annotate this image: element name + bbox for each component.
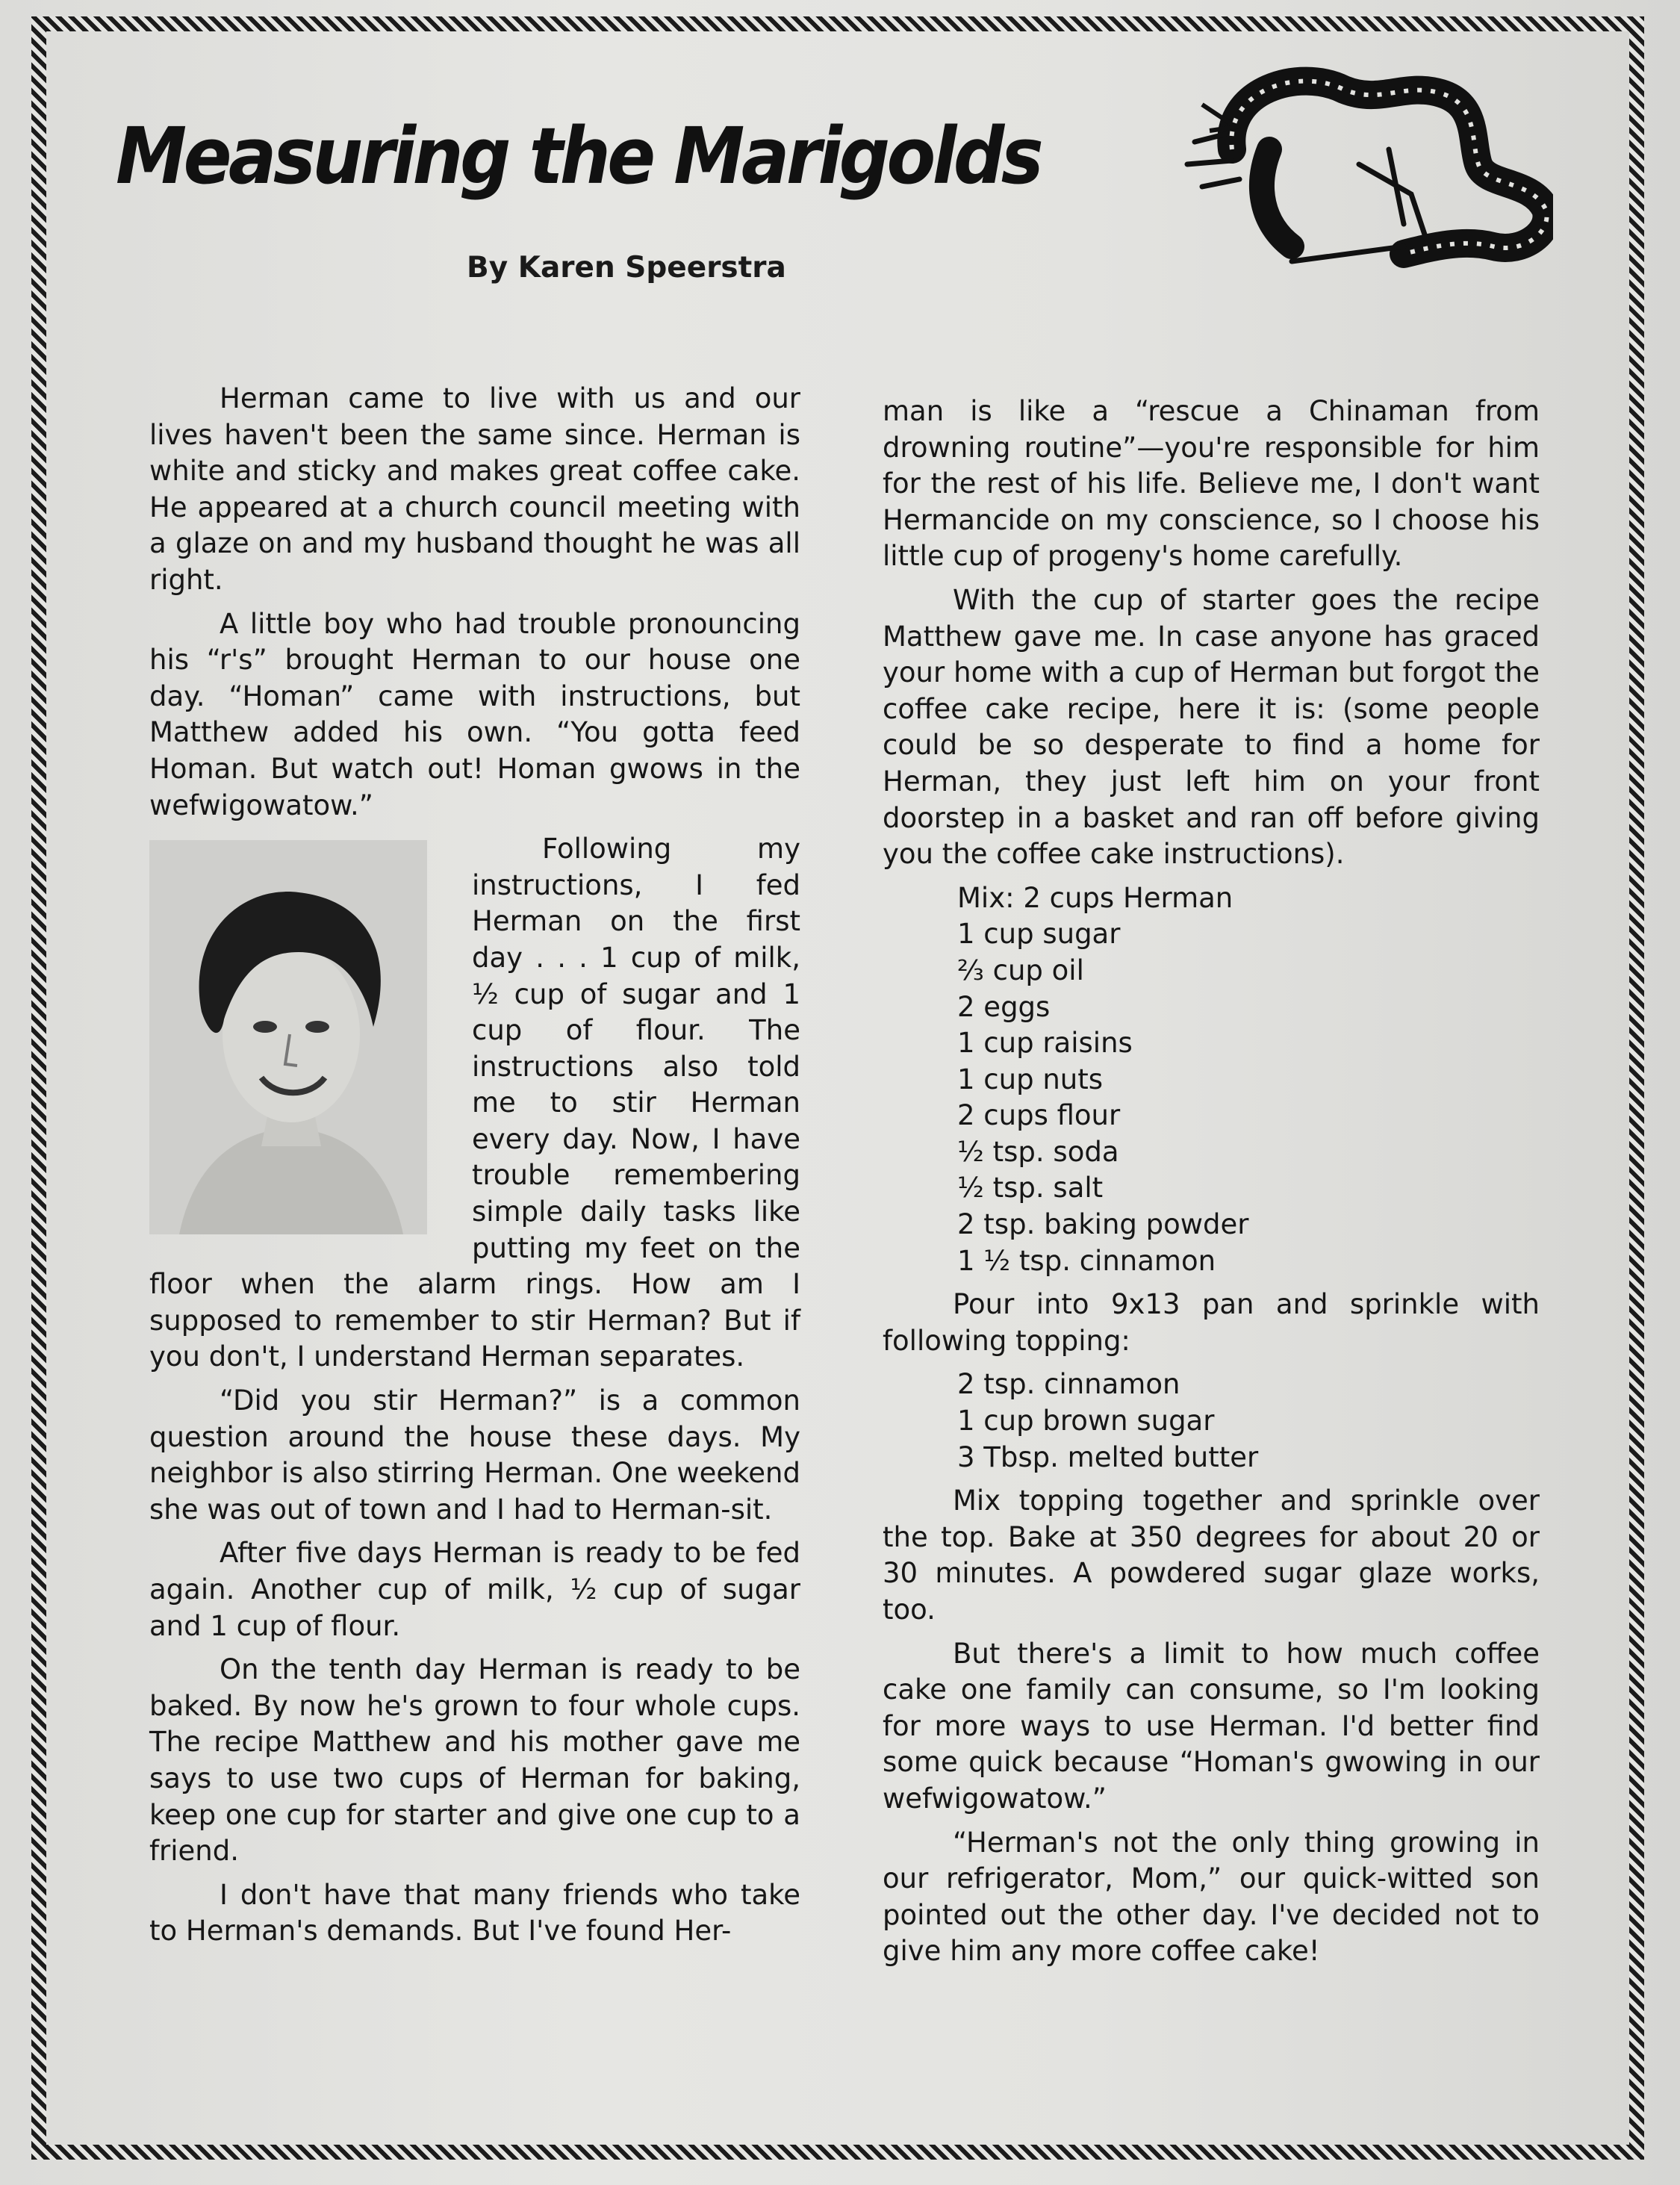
paragraph: With the cup of starter goes the recipe Matthew gave me. In case anyone has graced your home with a cup of Herman but forgot the coffee cake recipe, here it is: (some people could be so desperate to find a home for Herman, they just left him on your front doorstep in a basket and ran off before giving you the coffee cake instructions). xyxy=(883,583,1540,871)
ingredient: 2 tsp. baking powder xyxy=(957,1208,1249,1241)
ingredient-list xyxy=(883,880,1540,1280)
ingredient: 1 cup nuts xyxy=(957,1063,1104,1095)
ingredient: Mix: 2 cups Herman xyxy=(957,881,1233,914)
topping-item: 1 cup brown sugar xyxy=(957,1405,1215,1438)
paragraph: Herman came to live with us and our lives haven't been the same since. Herman is white and sticky and makes great coffee cake. He appeared at a church council meeting with a glaze on and my husband thought he was all right. xyxy=(149,382,800,596)
author-portrait-image xyxy=(149,840,427,1234)
ingredient: 1 cup sugar xyxy=(957,918,1121,951)
article-byline: By Karen Speerstra xyxy=(467,251,786,285)
paragraph: A little boy who had trouble pronouncing his “r's” brought Herman to our house one day. “Homan” came with instructions, but Matthew added his own. “You gotta feed Homan. But watch out! Homan gwows in the wefwigowatow.” xyxy=(149,607,800,821)
topping-item: 3 Tbsp. melted butter xyxy=(957,1440,1259,1473)
paragraph: I don't have that many friends who take to Herman's demands. But I've found Her- xyxy=(149,1878,800,1948)
paragraph: But there's a limit to how much coffee cake one family can consume, so I'm looking for more ways to use Herman. I'd better find some quick because “Homan's gwowing in our wefwigowatow.” xyxy=(883,1637,1540,1815)
paragraph: On the tenth day Herman is ready to be baked. By now he's grown to four whole cups. The recipe Matthew and his mother gave me says to use two cups of Herman for baking, keep one cup for starter and give one cup to a friend. xyxy=(149,1653,800,1868)
paragraph: man is like a “rescue a Chinaman from drowning routine”—you're responsible for him for the rest of his life. Believe me, I don't want Hermancide on my conscience, so I choose his little cup of progeny's home carefully. xyxy=(883,395,1540,573)
ingredient: 1 ½ tsp. cinnamon xyxy=(957,1244,1216,1277)
left-column xyxy=(149,381,800,1957)
ingredient: ½ tsp. salt xyxy=(957,1172,1104,1205)
marigold-caterpillar-icon xyxy=(1180,60,1553,284)
ingredient: 2 cups flour xyxy=(957,1099,1121,1132)
right-column xyxy=(883,394,1540,1977)
paragraph: Following my instructions, I fed Herman on the first day . . . 1 cup of milk, ½ cup of sugar and 1 cup of flour. The instructions also told me to stir Herman every day. Now, I have trouble remembering simple daily tasks like putting my feet on the floor when the alarm rings. How am I supposed to remember to stir Herman? But if you don't, I understand Herman separates. xyxy=(149,833,800,1373)
article-title: Measuring the Marigolds xyxy=(116,111,1041,202)
paragraph: After five days Herman is ready to be fed again. Another cup of milk, ½ cup of sugar and 1 cup of flour. xyxy=(149,1537,800,1642)
paragraph: “Did you stir Herman?” is a common question around the house these days. My neighbor is also stirring Herman. One weekend she was out of town and I had to Herman-sit. xyxy=(149,1384,800,1526)
author-portrait xyxy=(149,840,427,1234)
ingredient: ½ tsp. soda xyxy=(957,1135,1119,1168)
paragraph: Mix topping together and sprinkle over the top. Bake at 350 degrees for about 20 or 30 minutes. A powdered sugar glaze works, too. xyxy=(883,1485,1540,1626)
ingredient: 2 eggs xyxy=(957,990,1051,1023)
ingredient: ⅔ cup oil xyxy=(957,954,1084,986)
paragraph: Pour into 9x13 pan and sprinkle with following topping: xyxy=(883,1288,1540,1357)
ingredient: 1 cup raisins xyxy=(957,1027,1133,1060)
paragraph: “Herman's not the only thing growing in our refrigerator, Mom,” our quick-witted son pointed out the other day. I've decided not to give him any more coffee cake! xyxy=(883,1826,1540,1968)
topping-item: 2 tsp. cinnamon xyxy=(957,1368,1180,1401)
topping-list xyxy=(883,1367,1540,1476)
